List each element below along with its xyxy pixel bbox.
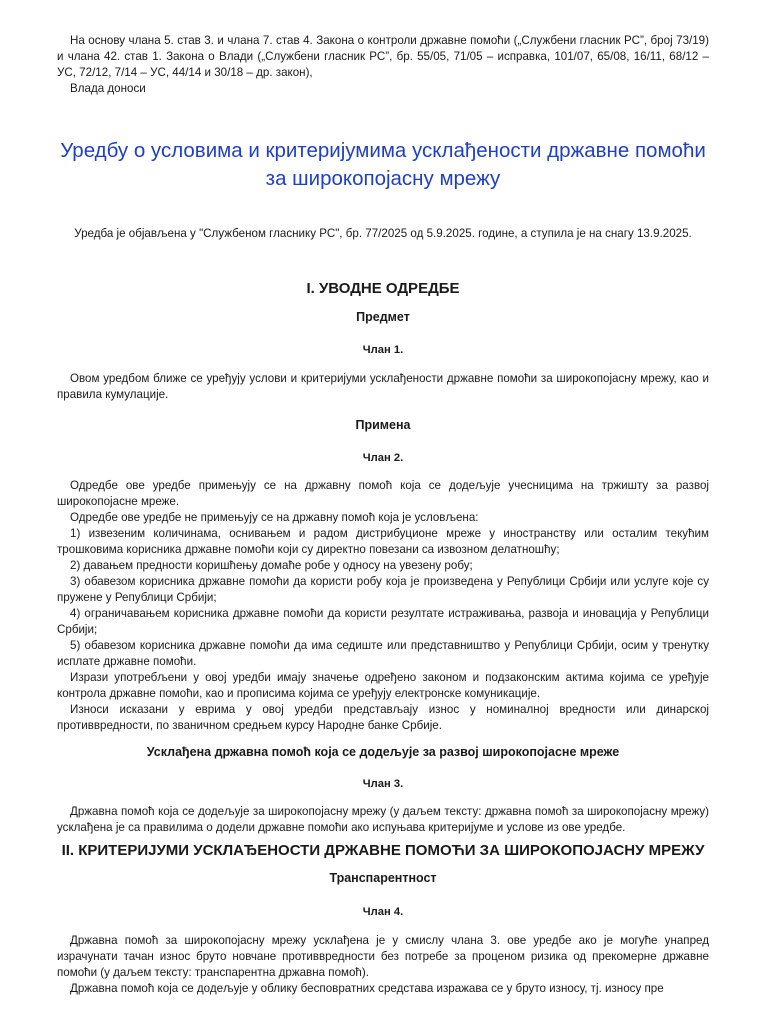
- preamble-government-adopts: Влада доноси: [70, 82, 146, 95]
- article-4-heading: Члан 4.: [362, 906, 404, 918]
- subheading-compliant-aid: Усклађена државна помоћ која се додељује за развој широкопојасне мреже: [146, 745, 620, 759]
- article-4-body: [57, 933, 709, 997]
- article-2-list-item: 5) обавезом корисника државне помоћи да има седиште или представништво у Републици Србији, осим у тренутку исплате државне помоћи.: [57, 639, 709, 668]
- article-2-list-item: 3) обавезом корисника државне помоћи да користи робу која је произведена у Републици Србији или услуге које су пружене у Републици Србији;: [57, 575, 709, 604]
- article-2-paragraph: Изрази употребљени у овој уредби имају значење одређено законом и подзаконским актима којима се уређује контрола државне помоћи, као и прописима којима се уређују електронске комуникације.: [57, 671, 709, 700]
- subheading-transparentnost: Транспарентност: [329, 871, 437, 885]
- article-2-list-item: 1) извезеним количинама, оснивањем и радом дистрибуционе мреже у иностранству или осталим текућим трошковима корисника државне помоћи који су директно повезани са извозном делатношћу;: [57, 527, 709, 556]
- article-2-heading: Члан 2.: [362, 452, 404, 464]
- article-4-paragraph: Државна помоћ која се додељује у облику бесповратних средстава изражава се у бруто износу, тј. износу пре: [70, 982, 664, 995]
- article-3-heading: Члан 3.: [362, 778, 404, 790]
- preamble-legal-basis: На основу члана 5. став 3. и члана 7. став 4. Закона о контроли државне помоћи („Службени гласник РС”, број 73/19) и члана 42. став 1. Закона о Влади („Службени гласник РС”, бр. 55/05, 71/05 – исправка, 101/07, 65/08, 16/11, 68/12 – УС, 72/12, 7/14 – УС, 44/14 и 30/18 – др. закон),: [57, 34, 709, 79]
- article-1-text: Овом уредбом ближе се уређују услови и критеријуми усклађености државне помоћи за широкопојасну мрежу, као и правила кумулације.: [57, 372, 709, 401]
- article-1-heading: Члан 1.: [362, 344, 404, 356]
- article-3-text: Државна помоћ која се додељује за широкопојасну мрежу (у даљем тексту: државна помоћ за широкопојасну мрежу) усклађена је са правилима о додели државне помоћи ако испуњава критеријуме и услове из ове уредбе.: [57, 805, 709, 834]
- document-title: Уредбу о условима и критеријумима усклађености државне помоћи за широкопојасну мрежу: [60, 139, 706, 190]
- section-heading-1: I. УВОДНЕ ОДРЕДБЕ: [306, 280, 460, 297]
- document-page: [57, 0, 709, 997]
- subheading-primena: Примена: [355, 418, 411, 432]
- article-2-paragraph: Одредбе ове уредбе примењују се на државну помоћ која се додељује учесницима на тржишту за развој широкопојасне мреже.: [57, 479, 709, 508]
- preamble: [57, 0, 709, 97]
- article-2-paragraph: Износи исказани у еврима у овој уредби представљају износ у номиналној вредности или динарској противвредности, по званичном средњем курсу Народне банке Србије.: [57, 703, 709, 732]
- article-2-list-item: 2) давањем предности коришћењу домаће робе у односу на увезену робу;: [70, 559, 473, 572]
- section-heading-2: II. КРИТЕРИЈУМИ УСКЛАЂЕНОСТИ ДРЖАВНЕ ПОМОЋИ ЗА ШИРОКОПОЈАСНУ МРЕЖУ: [61, 842, 705, 859]
- article-2-body: [57, 478, 709, 734]
- article-2-paragraph: Одредбе ове уредбе не примењују се на државну помоћ која је условљена:: [70, 511, 479, 524]
- subheading-predmet: Предмет: [356, 310, 410, 324]
- article-2-list-item: 4) ограничавањем корисника државне помоћи да користи резултате истраживања, развоја и иновација у Републици Србији;: [57, 607, 709, 636]
- publication-note: Уредба је објављена у "Службеном гласнику РС", бр. 77/2025 од 5.9.2025. године, а ступила је на снагу 13.9.2025.: [74, 227, 692, 240]
- article-4-paragraph: Државна помоћ за широкопојасну мрежу усклађена је у смислу члана 3. ове уредбе ако је могуће унапред израчунати тачан износ бруто новчане противвредности без потребе за проценом ризика од прекомерне државне помоћи (у даљем тексту: транспарентна државна помоћ).: [57, 934, 709, 979]
